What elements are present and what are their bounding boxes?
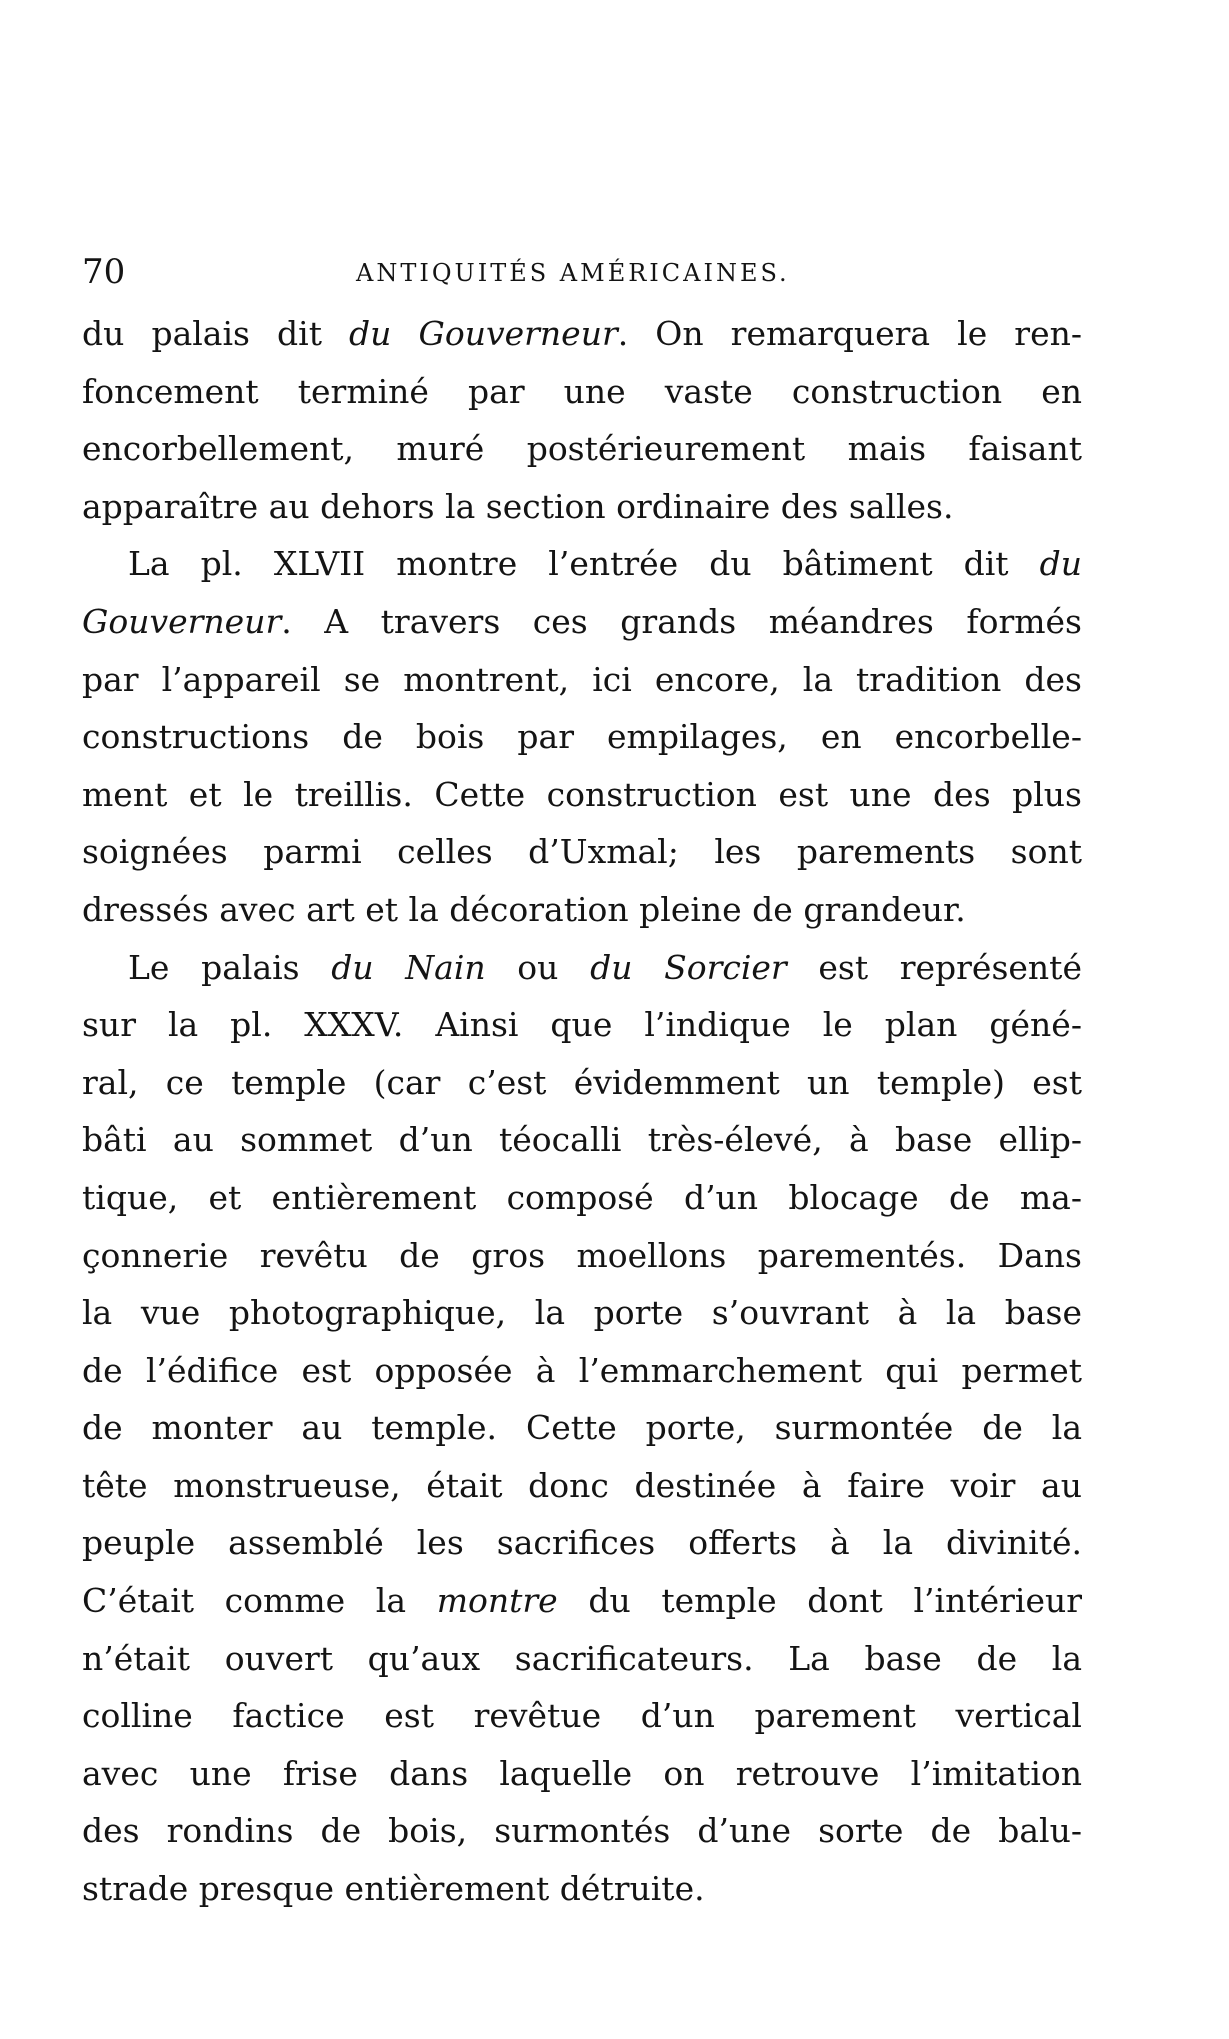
text-segment: ment et le treillis. Cette construction est une des plus	[82, 774, 1082, 814]
text-segment: n’était ouvert qu’aux sacrificateurs. La base de la	[82, 1638, 1082, 1678]
text-segment: du temple dont l’intérieur	[557, 1581, 1082, 1621]
text-line	[82, 1630, 1082, 1688]
text-line	[82, 651, 1082, 709]
text-line	[82, 1457, 1082, 1515]
text-segment: avec une frise dans laquelle on retrouve l’imitation	[82, 1753, 1082, 1793]
page-number: 70	[82, 252, 126, 292]
text-line	[82, 1284, 1082, 1342]
text-segment: La pl. XLVII montre l’entrée du bâtiment dit	[128, 544, 1040, 584]
running-title: ANTIQUITÉS AMÉRICAINES.	[356, 259, 790, 287]
text-segment: encorbellement, muré postérieurement mais faisant	[82, 429, 1082, 469]
text-line	[82, 766, 1082, 824]
text-segment: la vue photographique, la porte s’ouvrant à la base	[82, 1293, 1082, 1333]
text-line	[82, 881, 1082, 939]
text-line	[82, 593, 1082, 651]
running-head	[82, 252, 1082, 292]
text-segment: est représenté	[786, 947, 1082, 987]
text-line	[82, 1687, 1082, 1745]
text-segment: peuple assemblé les sacrifices offerts à la divinité.	[82, 1523, 1082, 1563]
text-line	[82, 996, 1082, 1054]
text-segment: strade presque entièrement détruite.	[82, 1869, 705, 1909]
text-line	[82, 939, 1082, 997]
text-line	[82, 708, 1082, 766]
text-segment: . A travers ces grands méandres formés	[281, 601, 1082, 641]
text-segment: C’était comme la	[82, 1581, 437, 1621]
text-line	[82, 823, 1082, 881]
text-line	[82, 305, 1082, 363]
text-line	[82, 1514, 1082, 1572]
text-line	[82, 420, 1082, 478]
italic-text: du Nain	[331, 947, 486, 987]
text-line	[82, 1399, 1082, 1457]
text-segment: dressés avec art et la décoration pleine de grandeur.	[82, 889, 966, 929]
text-line	[82, 1227, 1082, 1285]
text-segment: des rondins de bois, surmontés d’une sorte de balu-	[82, 1811, 1082, 1851]
text-line	[82, 1111, 1082, 1169]
text-segment: de l’édifice est opposée à l’emmarchement qui permet	[82, 1350, 1082, 1390]
text-segment: bâti au sommet d’un téocalli très-élevé, à base ellip-	[82, 1120, 1082, 1160]
text-line	[82, 1572, 1082, 1630]
italic-text: du Gouverneur	[349, 314, 618, 353]
text-line	[82, 1802, 1082, 1860]
italic-text: Gouverneur	[82, 601, 282, 641]
text-segment: Le palais	[128, 947, 332, 987]
text-segment: sur la pl. XXXV. Ainsi que l’indique le plan géné-	[82, 1005, 1082, 1045]
text-line	[82, 478, 1082, 536]
text-segment: du palais dit	[82, 314, 350, 353]
text-segment: apparaître au dehors la section ordinaire des salles.	[82, 486, 954, 526]
body-text	[82, 305, 1082, 1918]
text-segment: tête monstrueuse, était donc destinée à faire voir au	[82, 1465, 1082, 1505]
text-segment: çonnerie revêtu de gros moellons parementés. Dans	[82, 1235, 1082, 1275]
text-line	[82, 363, 1082, 421]
italic-text: montre	[436, 1581, 558, 1621]
text-line	[82, 1342, 1082, 1400]
text-line	[82, 1860, 1082, 1918]
text-segment: foncement terminé par une vaste construction en	[82, 371, 1082, 411]
text-segment: tique, et entièrement composé d’un blocage de ma-	[82, 1177, 1082, 1217]
text-segment: par l’appareil se montrent, ici encore, la tradition des	[82, 659, 1082, 699]
text-line	[82, 1745, 1082, 1803]
text-segment: soignées parmi celles d’Uxmal; les parements sont	[82, 832, 1082, 872]
text-segment: ou	[485, 947, 591, 987]
text-segment: constructions de bois par empilages, en encorbelle-	[82, 717, 1082, 757]
italic-text: du	[1039, 544, 1082, 584]
text-segment: . On remarquera le ren-	[617, 314, 1082, 353]
text-line	[82, 1169, 1082, 1227]
text-line	[82, 1054, 1082, 1112]
text-segment: ral, ce temple (car c’est évidemment un temple) est	[82, 1062, 1082, 1102]
text-segment: colline factice est revêtue d’un parement vertical	[82, 1696, 1082, 1736]
text-line	[82, 535, 1082, 593]
text-segment: de monter au temple. Cette porte, surmontée de la	[82, 1408, 1082, 1448]
italic-text: du Sorcier	[590, 947, 787, 987]
